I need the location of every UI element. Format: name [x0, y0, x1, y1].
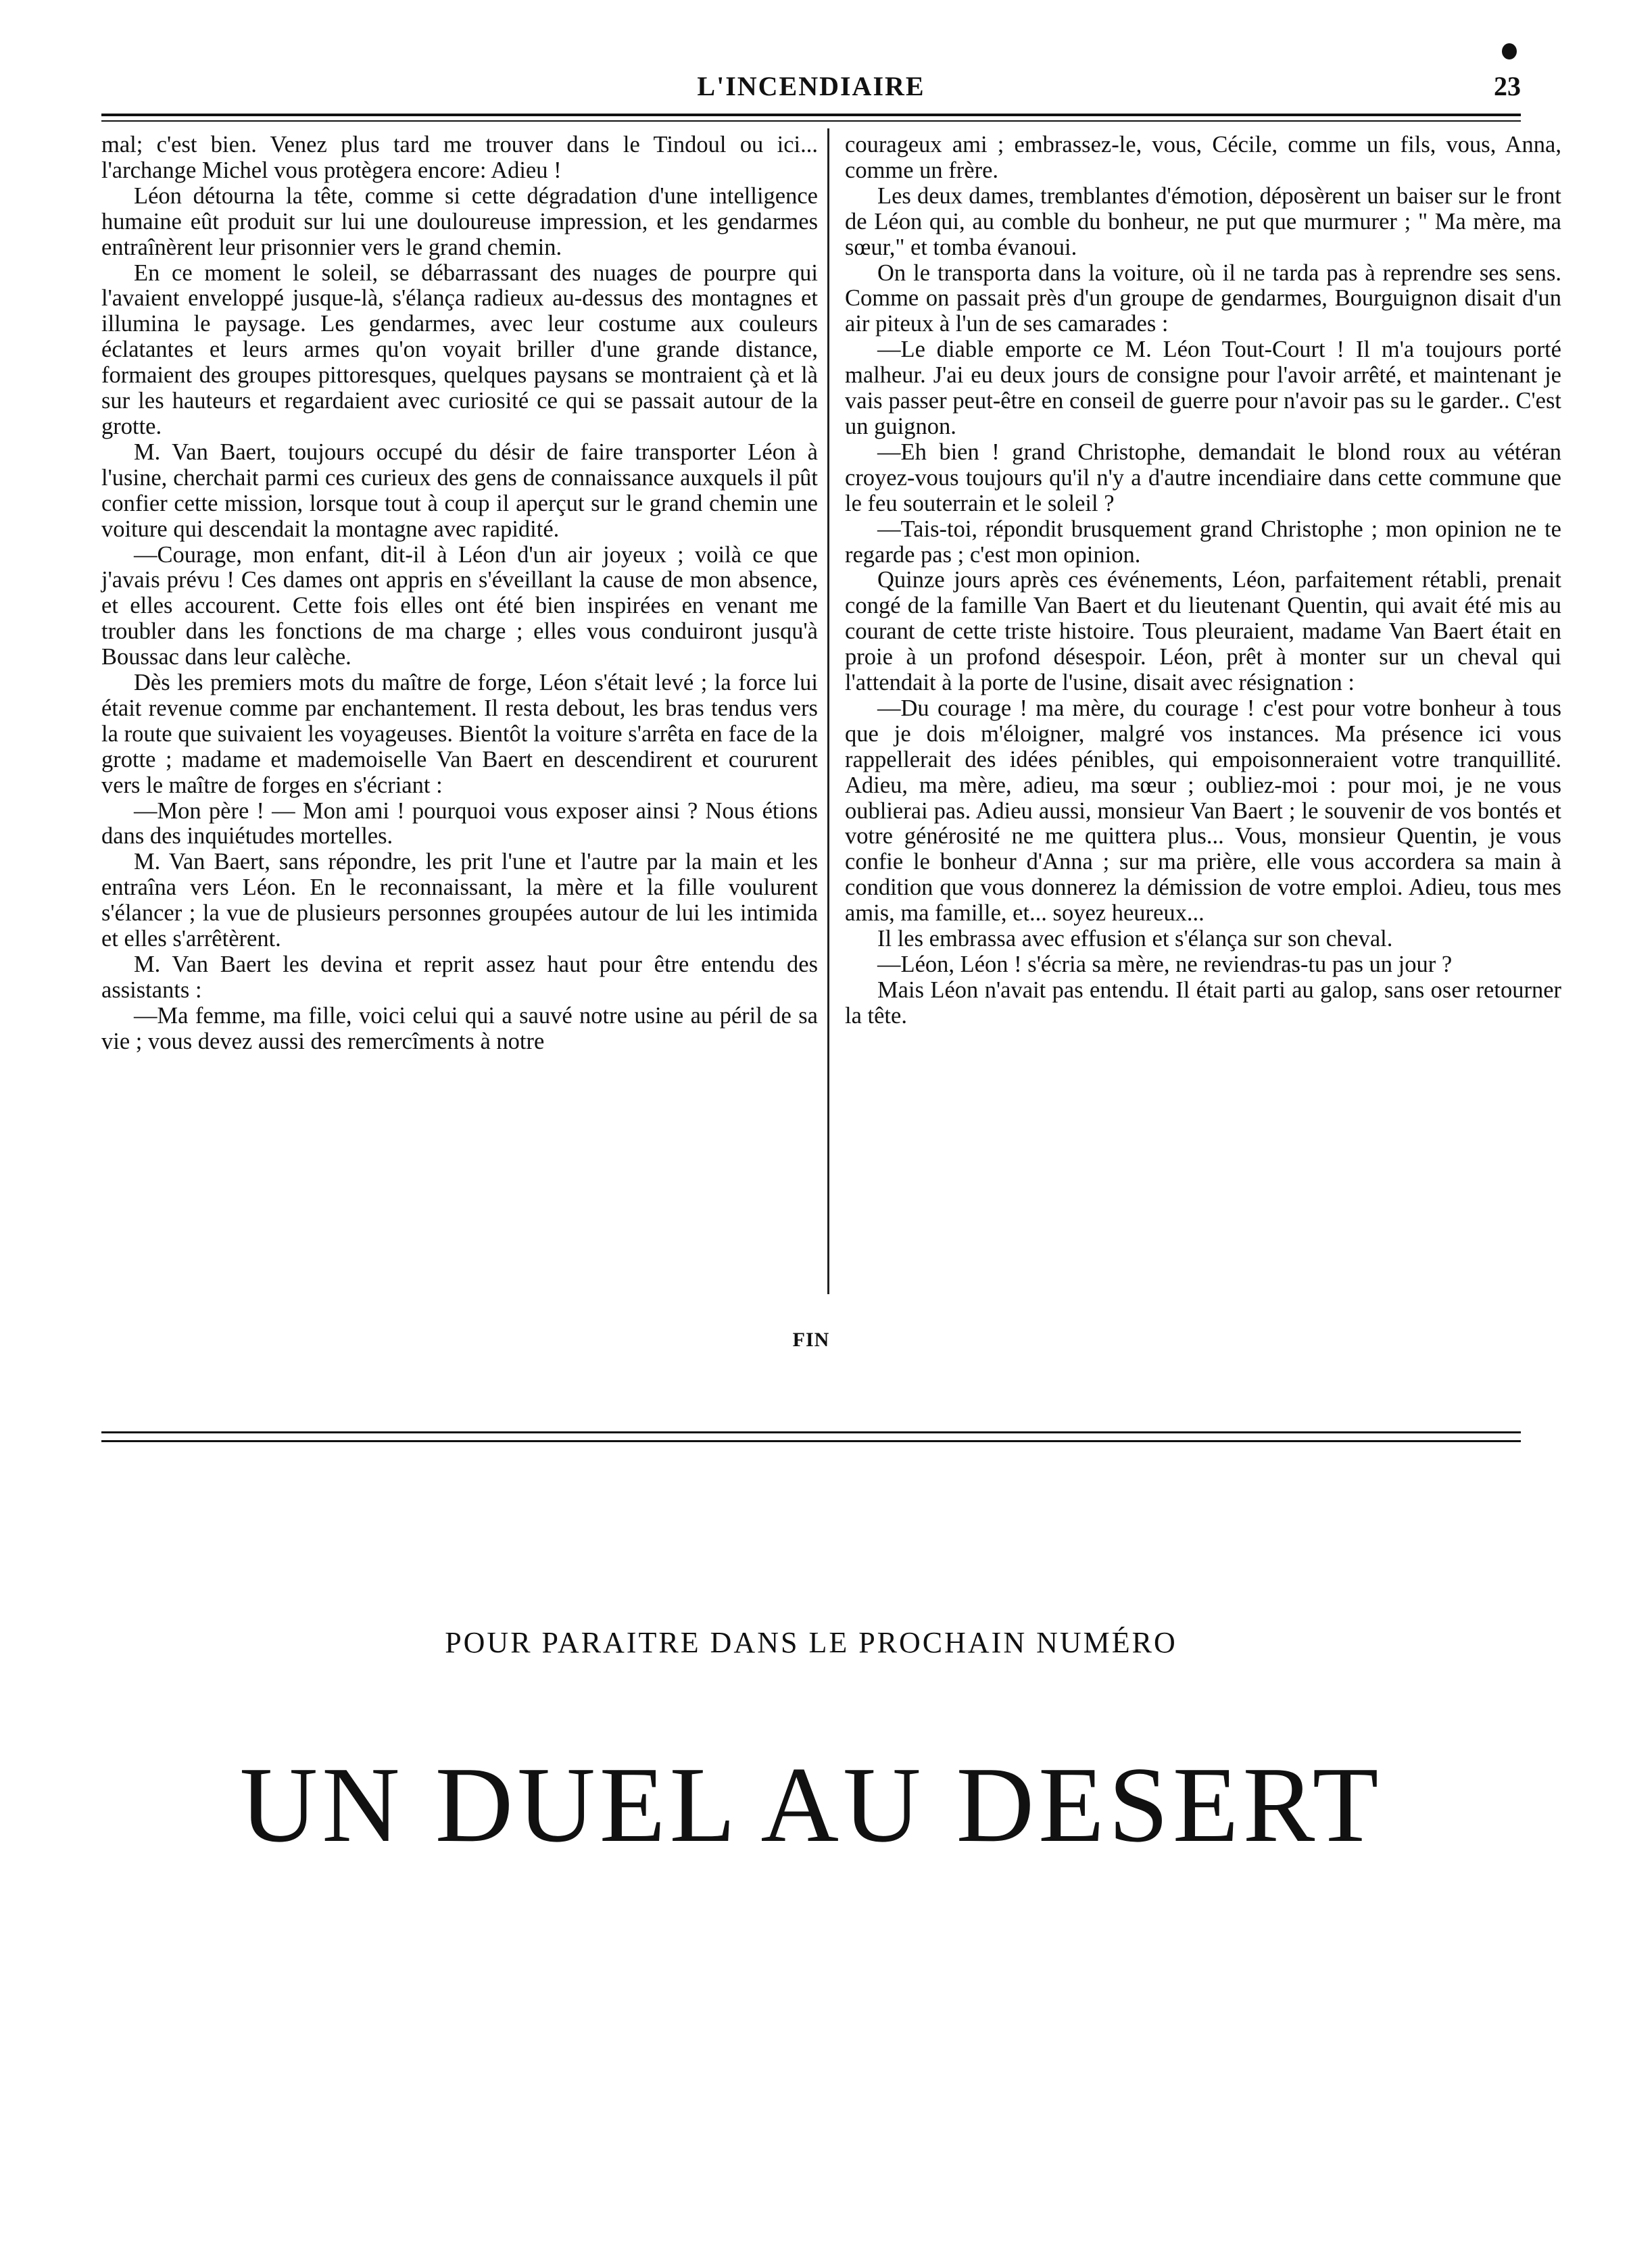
running-header: [101, 70, 1521, 104]
paragraph: M. Van Baert, toujours occupé du désir de faire transporter Léon à l'usine, cherchait parmi ces curieux des gens de connaissance auxquels il pût confier cette mission, lorsque tout à coup il aperçut sur le grand chemin une voiture qui descendait la montagne avec rapidité.: [101, 439, 818, 542]
paragraph: Dès les premiers mots du maître de forge, Léon s'était levé ; la force lui était revenue comme par enchantement. Il resta debout, les bras tendus vers la route que suivaient les voyageuses. Bientôt la voiture s'arrêta en face de la grotte ; madame et mademoiselle Van Baert en descendirent et coururent vers le maître de forges en s'écriant :: [101, 670, 818, 798]
paragraph: On le transporta dans la voiture, où il ne tarda pas à reprendre ses sens. Comme on passait près d'un groupe de gendarmes, Bourguignon disait d'un air piteux à l'un de ses camarades :: [845, 260, 1561, 337]
paragraph: Léon détourna la tête, comme si cette dégradation d'une intelligence humaine eût produit sur lui une douloureuse impression, et les gendarmes entraînèrent leur prisonnier vers le grand chemin.: [101, 182, 818, 260]
ink-blot: [1502, 43, 1517, 59]
paragraph: Les deux dames, tremblantes d'émotion, déposèrent un baiser sur le front de Léon qui, au comble du bonheur, ne put que murmurer ; " Ma mère, ma sœur," et tomba évanoui.: [845, 182, 1561, 260]
paragraph: Il les embrassa avec effusion et s'élança sur son cheval.: [877, 926, 1393, 952]
right-column: [845, 132, 1561, 1029]
column-divider: [827, 128, 829, 1294]
end-mark: FIN: [792, 1329, 830, 1351]
paragraph: mal; c'est bien. Venez plus tard me trouver dans le Tindoul ou ici... l'archange Michel vous protègera encore: Adieu !: [101, 132, 818, 183]
paragraph: —Le diable emporte ce M. Léon Tout-Court ! Il m'a toujours porté malheur. J'ai eu deux jours de consigne pour l'avoir arrêté, et maintenant je vais passer peut-être en conseil de guerre pour n'avoir pas su le garder.. C'est un guignon.: [845, 337, 1561, 439]
left-column: [101, 132, 818, 1055]
paragraph: M. Van Baert les devina et reprit assez haut pour être entendu des assistants :: [101, 952, 818, 1003]
paragraph: Mais Léon n'avait pas entendu. Il était parti au galop, sans oser retourner la tête.: [845, 977, 1561, 1029]
paragraph: Quinze jours après ces événements, Léon, parfaitement rétabli, prenait congé de la famille Van Baert et du lieutenant Quentin, qui avait été mis au courant de cette triste histoire. Tous pleuraient, madame Van Baert était en proie à un profond désespoir. Léon, prêt à monter sur un cheval qui l'attendait à la porte de l'usine, disait avec résignation :: [845, 567, 1561, 696]
paragraph: —Léon, Léon ! s'écria sa mère, ne reviendras-tu pas un jour ?: [877, 952, 1453, 977]
page-number: 23: [1494, 71, 1521, 101]
paragraph: courageux ami ; embrassez-le, vous, Cécile, comme un fils, vous, Anna, comme un frère.: [845, 132, 1561, 183]
paragraph: —Ma femme, ma fille, voici celui qui a sauvé notre usine au péril de sa vie ; vous devez aussi des remercîments à notre: [101, 1002, 818, 1054]
header-rule: [101, 114, 1521, 122]
paragraph: M. Van Baert, sans répondre, les prit l'une et l'autre par la main et les entraîna vers Léon. En le reconnaissant, la mère et la fille voulurent s'élancer ; la vue de plusieurs personnes groupées autour de lui les intimida et elles s'arrêtèrent.: [101, 849, 818, 952]
running-title: L'INCENDIAIRE: [697, 71, 925, 101]
announcement-label: POUR PARAITRE DANS LE PROCHAIN NUMÉRO: [445, 1626, 1177, 1659]
paragraph: —Tais-toi, répondit brusquement grand Christophe ; mon opinion ne te regarde pas ; c'est mon opinion.: [845, 516, 1561, 568]
paragraph: En ce moment le soleil, se débarrassant des nuages de pourpre qui l'avaient enveloppé jusque-là, s'élança radieux au-dessus des montagnes et illumina le paysage. Les gendarmes, avec leur costume aux couleurs éclatantes et leurs armes qu'on voyait briller d'une grande distance, formaient des groupes pittoresques, quelques paysans se montraient çà et là sur les hauteurs et regardaient avec curiosité ce qui se passait autour de la grotte.: [101, 260, 818, 439]
paragraph: —Courage, mon enfant, dit-il à Léon d'un air joyeux ; voilà ce que j'avais prévu ! Ces dames ont appris en s'éveillant la cause de mon absence, et elles accourent. Cette fois elles ont été bien inspirées en venant me troubler dans les fonctions de ma charge ; elles vous conduiront jusqu'à Boussac dans leur calèche.: [101, 541, 818, 670]
next-story-title: UN DUEL AU DESERT: [239, 1744, 1383, 1865]
section-rule: [101, 1431, 1521, 1442]
paragraph: —Eh bien ! grand Christophe, demandait le blond roux au vétéran croyez-vous toujours qu'il n'y a d'autre incendiaire dans cette commune que le feu souterrain et le soleil ?: [845, 439, 1561, 516]
paragraph: —Du courage ! ma mère, du courage ! c'est pour votre bonheur à tous que je dois m'éloigner, malgré vos instances. Ma présence ici vous rappellerait des idées pénibles, qui empoisonneraient votre tranquillité. Adieu, ma mère, adieu, ma sœur ; oubliez-moi : pour moi, je ne vous oublierai pas. Adieu aussi, monsieur Van Baert ; le souvenir de vos bontés et votre générosité ne me quittera plus... Vous, monsieur Quentin, je vous confie le bonheur d'Anna ; sur ma prière, elle vous accordera sa main à condition que vous donnerez la démission de votre emploi. Adieu, tous mes amis, ma famille, et... soyez heureux...: [845, 695, 1561, 927]
paragraph: —Mon père ! — Mon ami ! pourquoi vous exposer ainsi ? Nous étions dans des inquiétudes mortelles.: [101, 797, 818, 849]
